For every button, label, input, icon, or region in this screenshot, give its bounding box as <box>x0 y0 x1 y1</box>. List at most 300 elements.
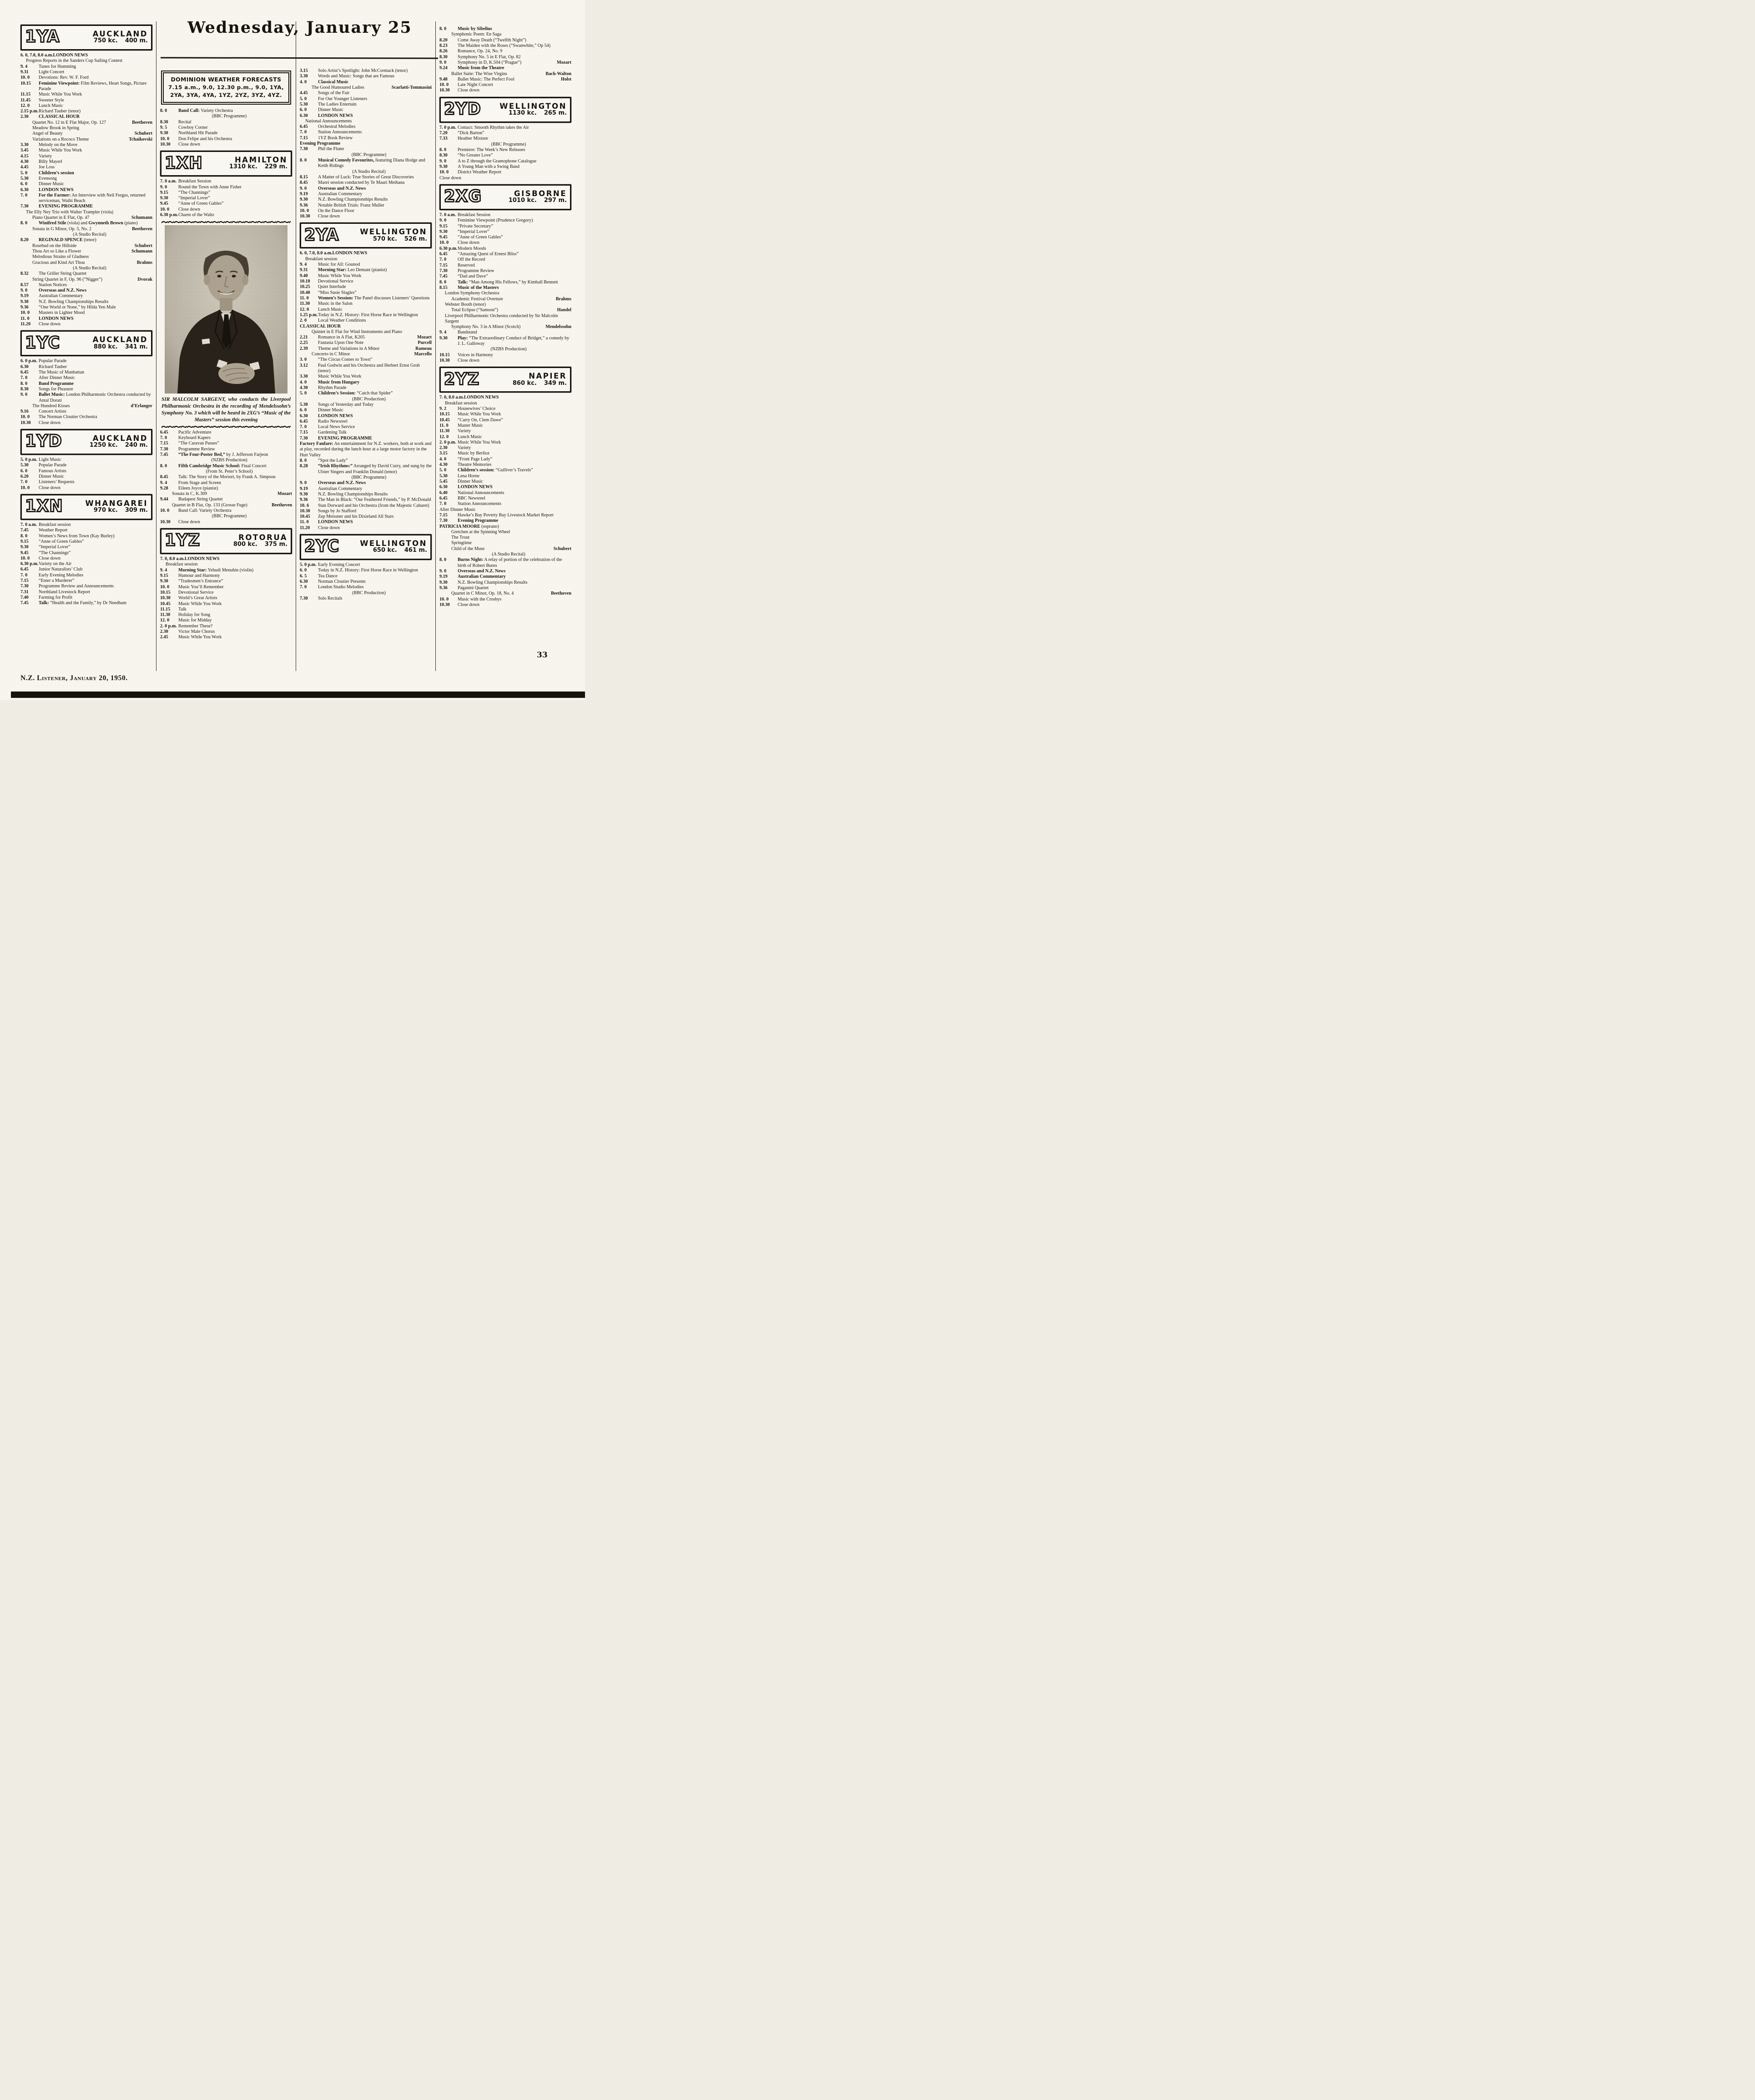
programme-text: Orchestral Melodies <box>318 124 356 130</box>
programme-time: 6.45 <box>300 419 308 424</box>
programme-item: (BBC Programme) <box>212 114 247 119</box>
programme-time: 10.40 <box>300 290 310 295</box>
programme-time: 6.45 <box>439 252 448 257</box>
programme-item <box>20 210 152 215</box>
programme-item <box>20 534 152 539</box>
programme-text: “Tradesmen’s Entrance” <box>178 579 223 584</box>
programme-item <box>439 170 571 175</box>
programme-text: Music for All: Gounod <box>318 262 360 268</box>
programme-text: 1YZ Book Review <box>318 135 353 141</box>
programme-time: 10. 0 <box>160 508 170 514</box>
programme-text: Today in N.Z. History: First Horse Race in Wellington <box>318 568 418 573</box>
programme-text: “Imperial Lover” <box>39 545 71 550</box>
programme-time: 2.45 <box>160 635 168 640</box>
programme-item <box>20 414 152 420</box>
programme-text: Voices in Harmony <box>458 352 493 358</box>
programme-text: Notable British Trials: Franz Muller <box>318 202 384 208</box>
programme-item <box>439 353 571 358</box>
programme-listing-1xn-continued- <box>160 108 292 147</box>
programme-time: 5.30 <box>300 402 308 407</box>
programme-item <box>160 618 292 623</box>
programme-text: Play: “The Extraordinary Conduct of Bridget,” a comedy by J. L. Galloway <box>458 335 570 347</box>
programme-item <box>20 204 152 209</box>
programme-item <box>300 385 432 391</box>
programme-time: 10.30 <box>20 420 31 425</box>
programme-text: The Maiden with the Roses (“Swanwhite,” Op 54) <box>458 43 551 48</box>
programme-time: 10.10 <box>300 279 310 284</box>
programme-item <box>300 214 432 219</box>
programme-time: 9. 4 <box>300 262 307 268</box>
programme-item <box>20 539 152 545</box>
programme-text: Local Weather Conditions <box>318 318 366 323</box>
programme-item <box>160 179 292 184</box>
programme-item <box>300 391 432 396</box>
programme-item <box>160 579 292 584</box>
programme-time: 2.39 <box>300 346 308 351</box>
programme-item <box>300 257 432 262</box>
programme-item <box>160 212 292 218</box>
programme-text: Farming for Profit <box>39 595 73 600</box>
programme-time: 10. 0 <box>439 240 449 246</box>
programme-item <box>439 71 571 77</box>
programme-time: 7.30 <box>300 146 308 152</box>
programme-item <box>439 32 571 37</box>
programme-text: Pacific Adventure <box>178 429 212 435</box>
programme-item <box>20 299 152 305</box>
composer-credit: Mozart <box>417 335 432 340</box>
programme-time: 7.15 <box>20 578 29 584</box>
programme-time: 11.15 <box>160 606 171 612</box>
programme-text: Evening Programme <box>300 141 341 146</box>
wavy-rule <box>161 221 291 224</box>
station-header-2yz <box>439 367 571 393</box>
programme-text: Australian Commentary <box>318 486 363 491</box>
programme-time: 8. 0 <box>160 108 167 113</box>
programme-text: Variations on a Rococo Theme <box>32 136 89 142</box>
programme-text: Northland Livestock Report <box>39 589 91 595</box>
programme-text: Winifred Stile (viola) and Gwynneth Brown (piano) <box>39 221 138 226</box>
programme-time: 8.23 <box>439 43 448 48</box>
programme-text: LONDON NEWS <box>39 316 74 321</box>
programme-item <box>439 423 571 429</box>
programme-time: 6.30 <box>300 113 308 118</box>
programme-time: 7. 0 <box>439 257 447 262</box>
programme-time: 10.30 <box>160 596 171 601</box>
programme-item <box>439 229 571 235</box>
station-metres: 265 m. <box>544 109 567 116</box>
programme-item <box>439 557 571 569</box>
programme-text: Variety <box>39 153 52 159</box>
programme-time: 9. 5 <box>160 125 167 130</box>
programme-time: 7.31 <box>20 589 29 595</box>
programme-text: Lena Horne <box>458 473 479 479</box>
programme-text: Talk: The Story of the Moriori, by Frank A. Simpson <box>178 475 276 480</box>
programme-time: 11.45 <box>20 97 31 103</box>
programme-time: 12. 0 <box>160 618 170 623</box>
programme-time: 4.45 <box>300 91 308 96</box>
nz-listener-radio-listings-page <box>0 0 585 700</box>
programme-listing-1yz <box>160 556 292 641</box>
programme-item <box>20 322 152 327</box>
programme-item <box>300 324 432 329</box>
programme-time: 9.19 <box>439 574 448 580</box>
programme-time: 10. 6 <box>300 503 309 508</box>
programme-text: Early Evening Melodies <box>39 572 84 578</box>
programme-time: 9.31 <box>300 268 308 273</box>
programme-item <box>439 468 571 473</box>
programme-time: 10.15 <box>160 590 171 595</box>
programme-time: 8. 0 <box>160 463 167 469</box>
programme-item <box>300 585 432 590</box>
programme-item <box>439 457 571 462</box>
programme-text: Paul Godwin and his Orchestra and Herbert Ernst Groh (tenor) <box>318 363 420 374</box>
programme-item <box>300 307 432 313</box>
programme-time: 9.19 <box>300 486 308 491</box>
programme-item <box>20 485 152 491</box>
programme-item <box>439 597 571 602</box>
programme-item <box>300 329 432 335</box>
composer-credit: Dvorak <box>137 277 152 282</box>
programme-item <box>439 159 571 164</box>
programme-item <box>20 159 152 165</box>
programme-item <box>300 402 432 408</box>
programme-text: Close down <box>178 207 200 212</box>
programme-time: 9. 0 <box>300 186 307 191</box>
programme-text: World’s Great Artists <box>178 596 217 601</box>
programme-time: 9.19 <box>20 293 29 299</box>
programme-item <box>20 193 152 204</box>
programme-time: 6.30 <box>439 485 448 490</box>
programme-text: “Dad and Dave” <box>458 274 488 279</box>
composer-credit: Schubert <box>134 243 152 248</box>
programme-time: 9.30 <box>439 335 448 341</box>
programme-time: 11. 0 <box>300 295 309 301</box>
programme-time: 10.30 <box>300 214 310 219</box>
programme-time: 9.30 <box>439 229 448 234</box>
programme-text: Symphonic Poem: En Saga <box>451 32 502 37</box>
programme-text: “Dick Barton” <box>458 131 484 136</box>
programme-text: “The Channings” <box>178 190 211 195</box>
programme-item <box>160 196 292 201</box>
programme-item <box>300 509 432 514</box>
programme-item <box>300 124 432 130</box>
programme-text: Station Notices <box>39 282 67 288</box>
programme-text: Thou Art so Like a Flower <box>32 248 81 254</box>
programme-text: Australian Commentary <box>318 191 363 197</box>
programme-text: Dinner Music <box>458 479 483 484</box>
programme-time: 9. 0 <box>439 569 447 574</box>
programme-text: Devotional Service <box>178 590 214 595</box>
programme-text: Premiere: The Week’s New Releases <box>458 147 525 152</box>
programme-time: 10.45 <box>439 417 450 423</box>
programme-item <box>439 212 571 218</box>
station-header-right <box>484 190 567 204</box>
programme-text: String Quartet in F, Op. 96 (“Nigger”) <box>32 277 102 282</box>
station-metres: 341 m. <box>125 343 148 350</box>
programme-time: 10. 0 <box>439 82 449 88</box>
weather-box-line: 7.15 a.m., 9.0, 12.30 p.m., 9.0, 1YA, <box>168 84 284 91</box>
programme-item <box>439 540 571 546</box>
station-metres: 400 m. <box>125 37 148 45</box>
programme-item <box>300 408 432 413</box>
station-header-right <box>203 534 287 548</box>
programme-text: Lunch Music <box>318 307 343 312</box>
programme-item <box>439 574 571 580</box>
programme-text: Songs of Yesterday and Today <box>318 402 374 407</box>
programme-listing-1yz-continued- <box>300 68 432 219</box>
programme-text: “The Caravan Passes” <box>178 441 219 446</box>
programme-time: 2. 0 p.m. <box>160 623 177 629</box>
programme-text: LONDON NEWS <box>318 520 353 525</box>
programme-text: Close down <box>458 602 479 607</box>
programme-item <box>160 120 292 125</box>
programme-time: 5. 0 p.m. <box>300 562 317 568</box>
programme-text: Music While You Work <box>458 412 501 417</box>
programme-item <box>300 251 432 256</box>
programme-time: 7. 0 <box>300 424 307 430</box>
programme-item <box>20 387 152 392</box>
programme-item <box>300 158 432 169</box>
station-kilocycles: 860 kc. <box>512 379 537 387</box>
programme-item <box>20 561 152 567</box>
programme-item <box>300 492 432 497</box>
programme-item <box>300 290 432 296</box>
programme-item <box>160 607 292 612</box>
programme-time: 3.15 <box>439 451 448 456</box>
programme-time: 7. 0 p.m. <box>439 125 456 130</box>
programme-time: 6.45 <box>300 124 308 130</box>
composer-credit: Schubert <box>553 546 571 551</box>
programme-text: Quiet Interlude <box>318 284 346 290</box>
programme-time: 11.20 <box>300 525 310 530</box>
programme-item <box>160 475 292 480</box>
programme-time: 6.45 <box>439 495 448 501</box>
programme-item <box>160 635 292 640</box>
programme-time: 7. 0, 8.0 a.m. <box>439 395 464 400</box>
programme-text: Evening Programme <box>458 518 499 524</box>
programme-item <box>439 445 571 451</box>
programme-item <box>20 293 152 299</box>
programme-time: 7. 0 a.m. <box>439 212 456 217</box>
programme-text: Concert Artists <box>39 409 66 414</box>
programme-item <box>20 567 152 572</box>
programme-item <box>300 414 432 419</box>
programme-time: 6.40 <box>439 490 448 495</box>
programme-text: Close down <box>39 485 61 490</box>
programme-item <box>300 318 432 323</box>
programme-time: 10. 0 <box>20 555 30 561</box>
programme-item <box>160 612 292 618</box>
programme-time: 7. 0, 8.0 a.m. <box>160 556 185 561</box>
programme-listing-2yz <box>439 395 571 608</box>
programme-time: 10. 0 <box>439 596 449 602</box>
programme-listing-1ya <box>20 53 152 327</box>
programme-text: LONDON NEWS <box>53 53 88 58</box>
programme-item <box>439 82 571 88</box>
programme-time: 6.30 p.m. <box>20 561 39 567</box>
station-frequency <box>342 236 427 243</box>
programme-item <box>20 92 152 97</box>
programme-item <box>20 221 152 226</box>
programme-item <box>20 148 152 153</box>
programme-time: 9.36 <box>439 585 448 591</box>
programme-item <box>20 120 152 126</box>
station-kilocycles: 1310 kc. <box>229 163 257 171</box>
programme-time: 10. 0 <box>439 170 449 175</box>
programme-time: 9. 4 <box>439 330 447 335</box>
programme-text: Eileen Joyce (pianist) <box>178 485 218 491</box>
programme-text: Music While You Work <box>39 148 82 153</box>
programme-item <box>20 260 152 266</box>
programme-item <box>300 430 432 435</box>
programme-item <box>20 103 152 109</box>
programme-text: Dinner Music <box>39 182 64 187</box>
programme-item <box>439 224 571 229</box>
programme-text: Classical Music <box>318 79 349 85</box>
station-call-sign: 1YA <box>25 27 60 47</box>
programme-item <box>20 305 152 310</box>
programme-item <box>300 313 432 318</box>
programme-text: Lunch Music <box>458 434 482 439</box>
programme-item <box>300 574 432 579</box>
station-frequency <box>65 442 148 449</box>
programme-item <box>300 525 432 531</box>
programme-time: 7.30 <box>20 584 29 589</box>
programme-text: Music While You Work <box>318 273 362 278</box>
programme-text: Variety <box>458 429 471 434</box>
programme-text: Evensong <box>39 176 57 181</box>
programme-text: Stan Dorward and his Orchestra (from the Majestic Cabaret) <box>318 503 429 508</box>
programme-time: 6.30 p.m. <box>160 212 178 218</box>
programme-item <box>439 235 571 240</box>
programme-item <box>160 136 292 142</box>
programme-time: 6.30 <box>300 413 308 419</box>
programme-item <box>160 629 292 635</box>
programme-text: The Elly Ney Trio with Walter Trampler (viola) <box>26 209 114 215</box>
programme-item <box>439 125 571 131</box>
programme-time: 7. 0 a.m. <box>20 522 37 527</box>
programme-text: Close down <box>318 525 340 530</box>
programme-time: 6. 0 <box>300 408 307 413</box>
programme-text: Off the Record <box>458 257 485 262</box>
programme-item <box>160 142 292 147</box>
station-city: GISBORNE <box>514 189 567 198</box>
station-frequency <box>66 507 148 514</box>
programme-text: Melody on the Move <box>39 142 77 147</box>
programme-item <box>300 80 432 85</box>
programme-time: 2.15 p.m. <box>20 109 39 114</box>
programme-text: Maori session conducted by Te Mauri Meihana <box>318 180 405 186</box>
programme-item <box>300 186 432 192</box>
programme-time: 6.45 <box>20 369 29 375</box>
station-kilocycles: 1250 kc. <box>89 442 118 449</box>
programme-item <box>439 268 571 274</box>
programme-item <box>439 451 571 456</box>
programme-item <box>300 268 432 273</box>
programme-text: Progress Reports in the Sanders Cup Sailing Contest <box>26 58 123 64</box>
programme-item <box>439 434 571 440</box>
programme-time: 9.40 <box>300 273 308 278</box>
programme-item <box>300 279 432 284</box>
station-header-1xh <box>160 151 292 177</box>
programme-text: CLASSICAL HOUR <box>39 114 80 120</box>
programme-item <box>300 273 432 279</box>
programme-text: Quartet No. 12 in E Flat Major, Op. 127 <box>32 120 106 125</box>
station-metres: 297 m. <box>544 197 567 204</box>
programme-time: 3.15 <box>300 68 308 73</box>
programme-text: LONDON NEWS <box>184 556 220 561</box>
programme-text: Gretchen at the Spinning Wheel <box>451 529 510 535</box>
programme-text: Round the Town with Anne Fisher <box>178 184 242 190</box>
composer-credit: Beethoven <box>551 591 571 596</box>
programme-text: Rhythm Parade <box>318 385 347 390</box>
programme-text: Band Call: Variety Orchestra <box>178 508 232 514</box>
programme-item <box>439 429 571 434</box>
programme-time: 4.45 <box>20 165 29 170</box>
programme-item <box>160 185 292 190</box>
programme-time: 6.45 <box>160 429 168 435</box>
programme-time: 10.15 <box>439 412 450 417</box>
station-header-right <box>482 372 567 387</box>
programme-time: 10. 0 <box>20 310 30 316</box>
programme-text: Theme and Variations in A Minor <box>318 346 380 351</box>
programme-text: Junior Naturalists’ Club <box>39 567 83 572</box>
programme-item <box>20 457 152 463</box>
programme-text: Sonata in C, K.309 <box>172 491 207 497</box>
programme-item: (From St. Peter’s School) <box>206 469 253 474</box>
programme-text: Symphony No. 3 in A Minor (Scotch) <box>451 324 521 330</box>
programme-time: 10.45 <box>300 514 310 520</box>
programme-time: 11.15 <box>20 92 31 97</box>
programme-time: 6.30 <box>300 579 308 584</box>
programme-text: Morning Star: Leo Demant (pianist) <box>318 268 387 273</box>
programme-time: 10.30 <box>439 602 450 607</box>
programme-text: Breakfast session <box>39 522 71 527</box>
programme-text: Romance, Op. 24, No. 9 <box>458 49 503 54</box>
programme-item <box>20 364 152 370</box>
programme-text: Overseas and N.Z. News <box>458 569 506 574</box>
composer-credit: Holst <box>561 76 571 82</box>
programme-item <box>300 262 432 268</box>
programme-item <box>439 297 571 302</box>
programme-text: Feminine Viewpoint: Film Reviews, Heart Songs, Picture Parade <box>39 81 147 91</box>
programme-text: Housewives’ Choice <box>458 406 496 411</box>
programme-text: Station Announcements <box>318 130 362 135</box>
programme-time: 9.30 <box>300 491 308 497</box>
programme-item <box>300 119 432 124</box>
station-call-sign: 2YA <box>304 225 339 245</box>
programme-text: National Announcements <box>458 490 504 495</box>
programme-text: Keyboard Kapers <box>178 435 211 440</box>
programme-time: 10. 0 <box>160 207 170 212</box>
programme-time: 9.44 <box>160 497 168 502</box>
programme-item <box>20 165 152 170</box>
programme-item <box>160 430 292 435</box>
programme-text: London Symphony Orchestra <box>445 291 499 296</box>
programme-text: N.Z. Bowling Championships Results <box>318 197 388 202</box>
programme-time: 9.31 <box>20 69 29 75</box>
programme-item <box>20 75 152 81</box>
programme-time: 12. 0 <box>20 103 30 108</box>
programme-text: Overseas and N.Z. News <box>318 186 366 191</box>
programme-text: Weather Report <box>39 528 68 533</box>
programme-text: Programme Review and Announcements <box>39 584 114 589</box>
programme-text: Ballet Music: The Perfect Fool <box>458 76 514 82</box>
programme-listing-1xh-continued- <box>160 430 292 525</box>
programme-item <box>20 187 152 193</box>
column-4 <box>435 21 571 671</box>
programme-text: N.Z. Bowling Championships Results <box>318 491 388 497</box>
